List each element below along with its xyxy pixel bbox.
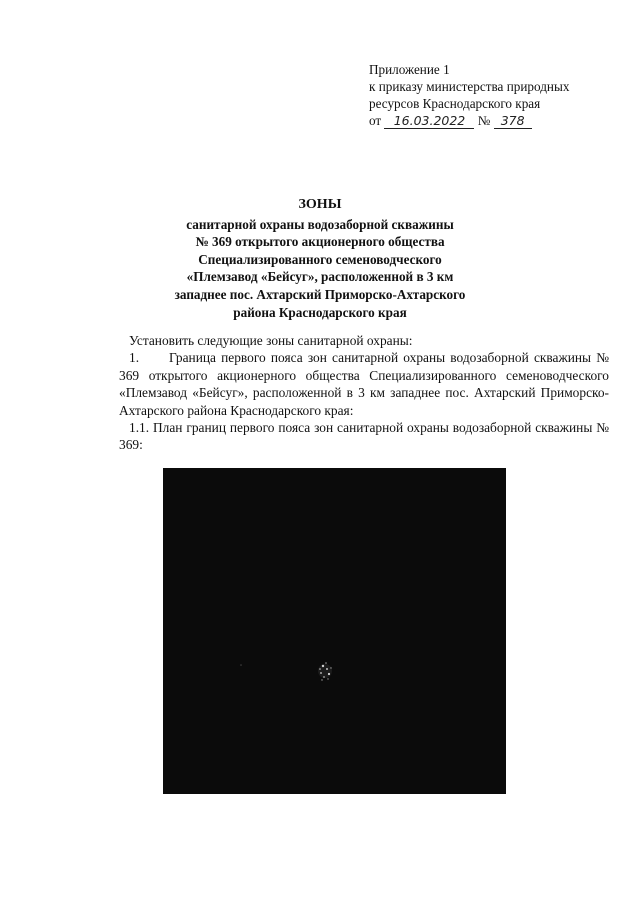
item-1-1-paragraph: 1.1. План границ первого пояса зон санитарной охраны водозаборной скважины № 369: [119, 420, 609, 453]
title-line: Специализированного семеноводческого [198, 251, 442, 267]
number-prefix: № [477, 113, 491, 128]
date-prefix: от [369, 113, 382, 128]
intro-paragraph: Установить следующие зоны санитарной охраны: [129, 333, 413, 348]
handwritten-date: 16.03.2022 [384, 114, 474, 129]
item-1-paragraph [119, 349, 609, 419]
document-title [100, 196, 540, 321]
title-line: западнее пос. Ахтарский Приморско-Ахтарского [174, 286, 466, 302]
item-1-number: 1. [129, 350, 140, 366]
title-line: района Краснодарского края [233, 304, 407, 320]
dark-satellite-image [163, 468, 506, 794]
handwritten-number: 378 [494, 114, 532, 129]
title-line: «Племзавод «Бейсуг», расположенной в 3 км [186, 269, 454, 285]
appendix-order-line: к приказу министерства природных [369, 79, 570, 94]
boundary-plan-image [163, 468, 506, 794]
title-main: ЗОНЫ [298, 197, 342, 212]
appendix-header [369, 61, 629, 129]
appendix-title: Приложение 1 [369, 62, 450, 77]
item-1-text: Граница первого пояса зон санитарной охраны водозаборной скважины № 369 открытого акционерного общества Специализированного семеноводческого «Племзавод «Бейсуг», расположенной в 3 км западнее пос. Ахтарский Приморско-Ахтарского района Краснодарского края: [119, 350, 609, 418]
title-line: № 369 открытого акционерного общества [195, 234, 445, 250]
image-noise-dot [240, 664, 242, 666]
document-body [119, 332, 609, 454]
appendix-date-line [369, 112, 629, 129]
appendix-ministry-line: ресурсов Краснодарского края [369, 96, 541, 111]
title-line: санитарной охраны водозаборной скважины [186, 216, 454, 232]
